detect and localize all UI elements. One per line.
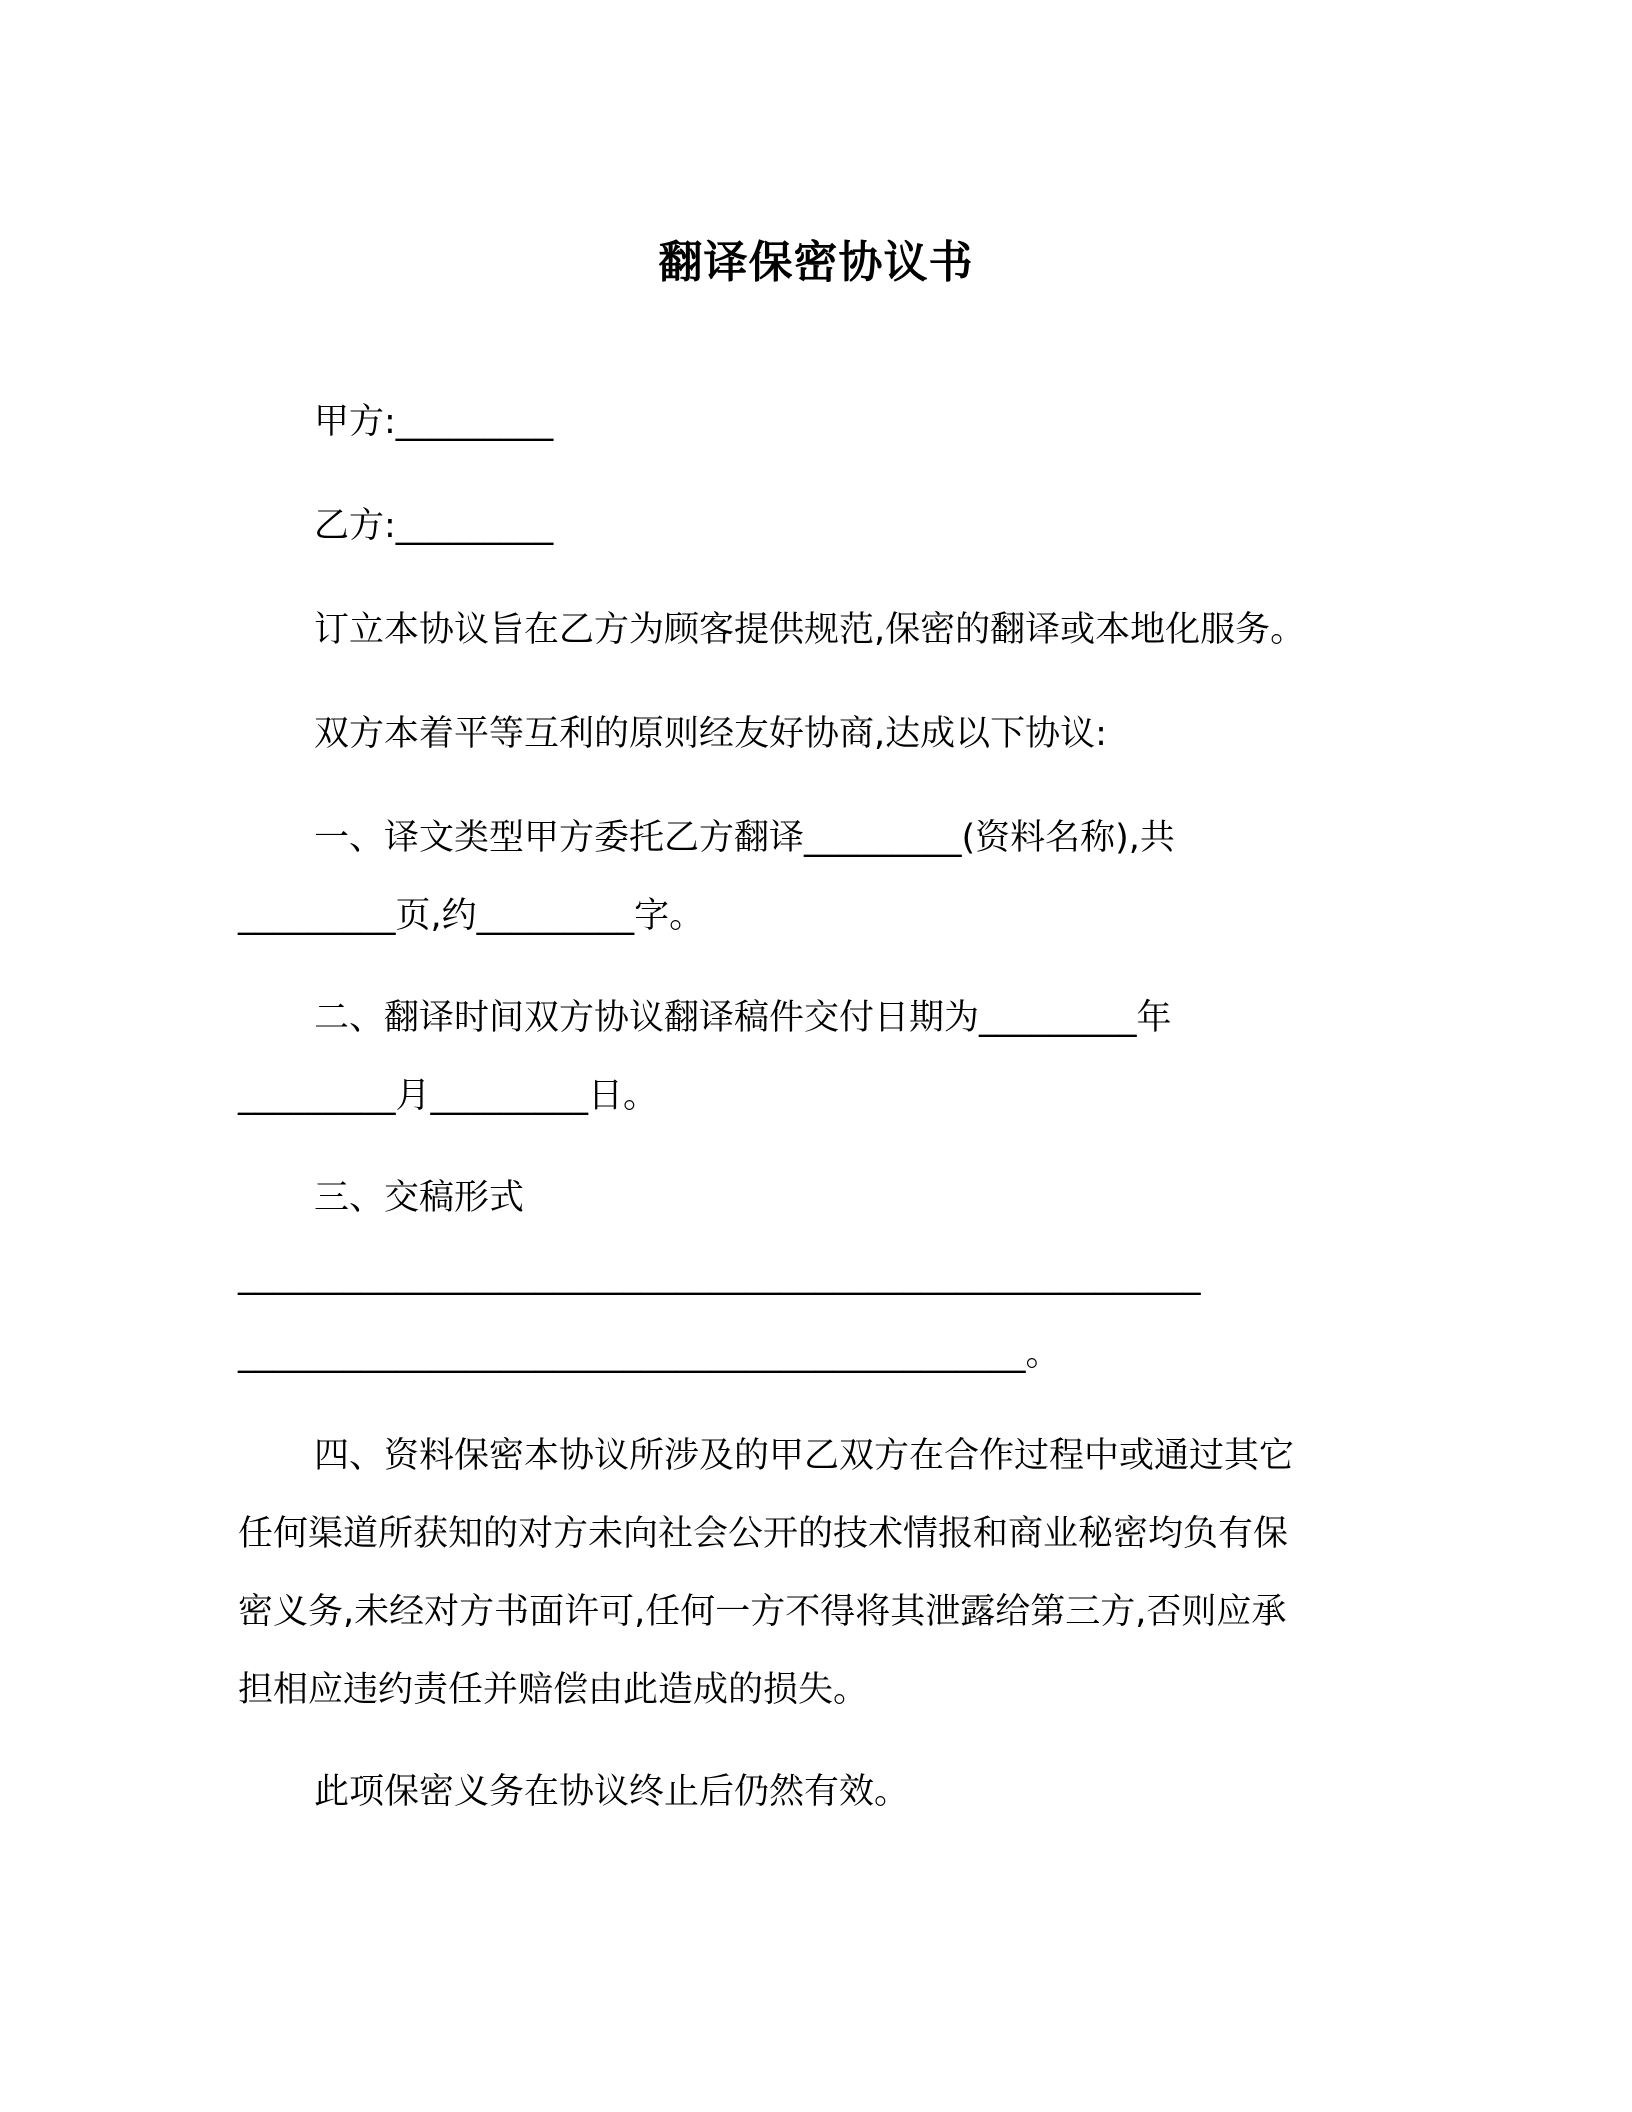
clause-4-line-4: 担相应违约责任并赔偿由此造成的损失。: [238, 1670, 869, 1710]
clause-3-blank-line-1: _______________________________________________________: [238, 1256, 1201, 1296]
clause-3-heading: 三、交稿形式: [314, 1178, 525, 1218]
document-title: 翻译保密协议书: [658, 237, 974, 288]
clause-4-line-2: 任何渠道所获知的对方未向社会公开的技术情报和商业秘密均负有保: [238, 1514, 1289, 1554]
clause-1-line-1: 一、译文类型甲方委托乙方翻译_________(资料名称),共: [314, 818, 1175, 858]
agreement-intro-paragraph: 双方本着平等互利的原则经友好协商,达成以下协议:: [314, 714, 1107, 754]
clause-4-line-1: 四、资料保密本协议所涉及的甲乙双方在合作过程中或通过其它: [314, 1436, 1295, 1476]
party-a-line: 甲方:_________: [314, 402, 554, 442]
party-b-line: 乙方:_________: [314, 506, 554, 546]
clause-3-blank-line-2: _____________________________________________。: [238, 1334, 1061, 1374]
clause-2-line-1: 二、翻译时间双方协议翻译稿件交付日期为_________年: [314, 998, 1172, 1038]
purpose-paragraph: 订立本协议旨在乙方为顾客提供规范,保密的翻译或本地化服务。: [314, 610, 1306, 650]
clause-4-line-3: 密义务,未经对方书面许可,任何一方不得将其泄露给第三方,否则应承: [238, 1592, 1287, 1632]
clause-2-line-2: _________月_________日。: [238, 1076, 659, 1116]
confidentiality-validity-paragraph: 此项保密义务在协议终止后仍然有效。: [314, 1772, 910, 1812]
clause-1-line-2: _________页,约_________字。: [238, 896, 705, 936]
